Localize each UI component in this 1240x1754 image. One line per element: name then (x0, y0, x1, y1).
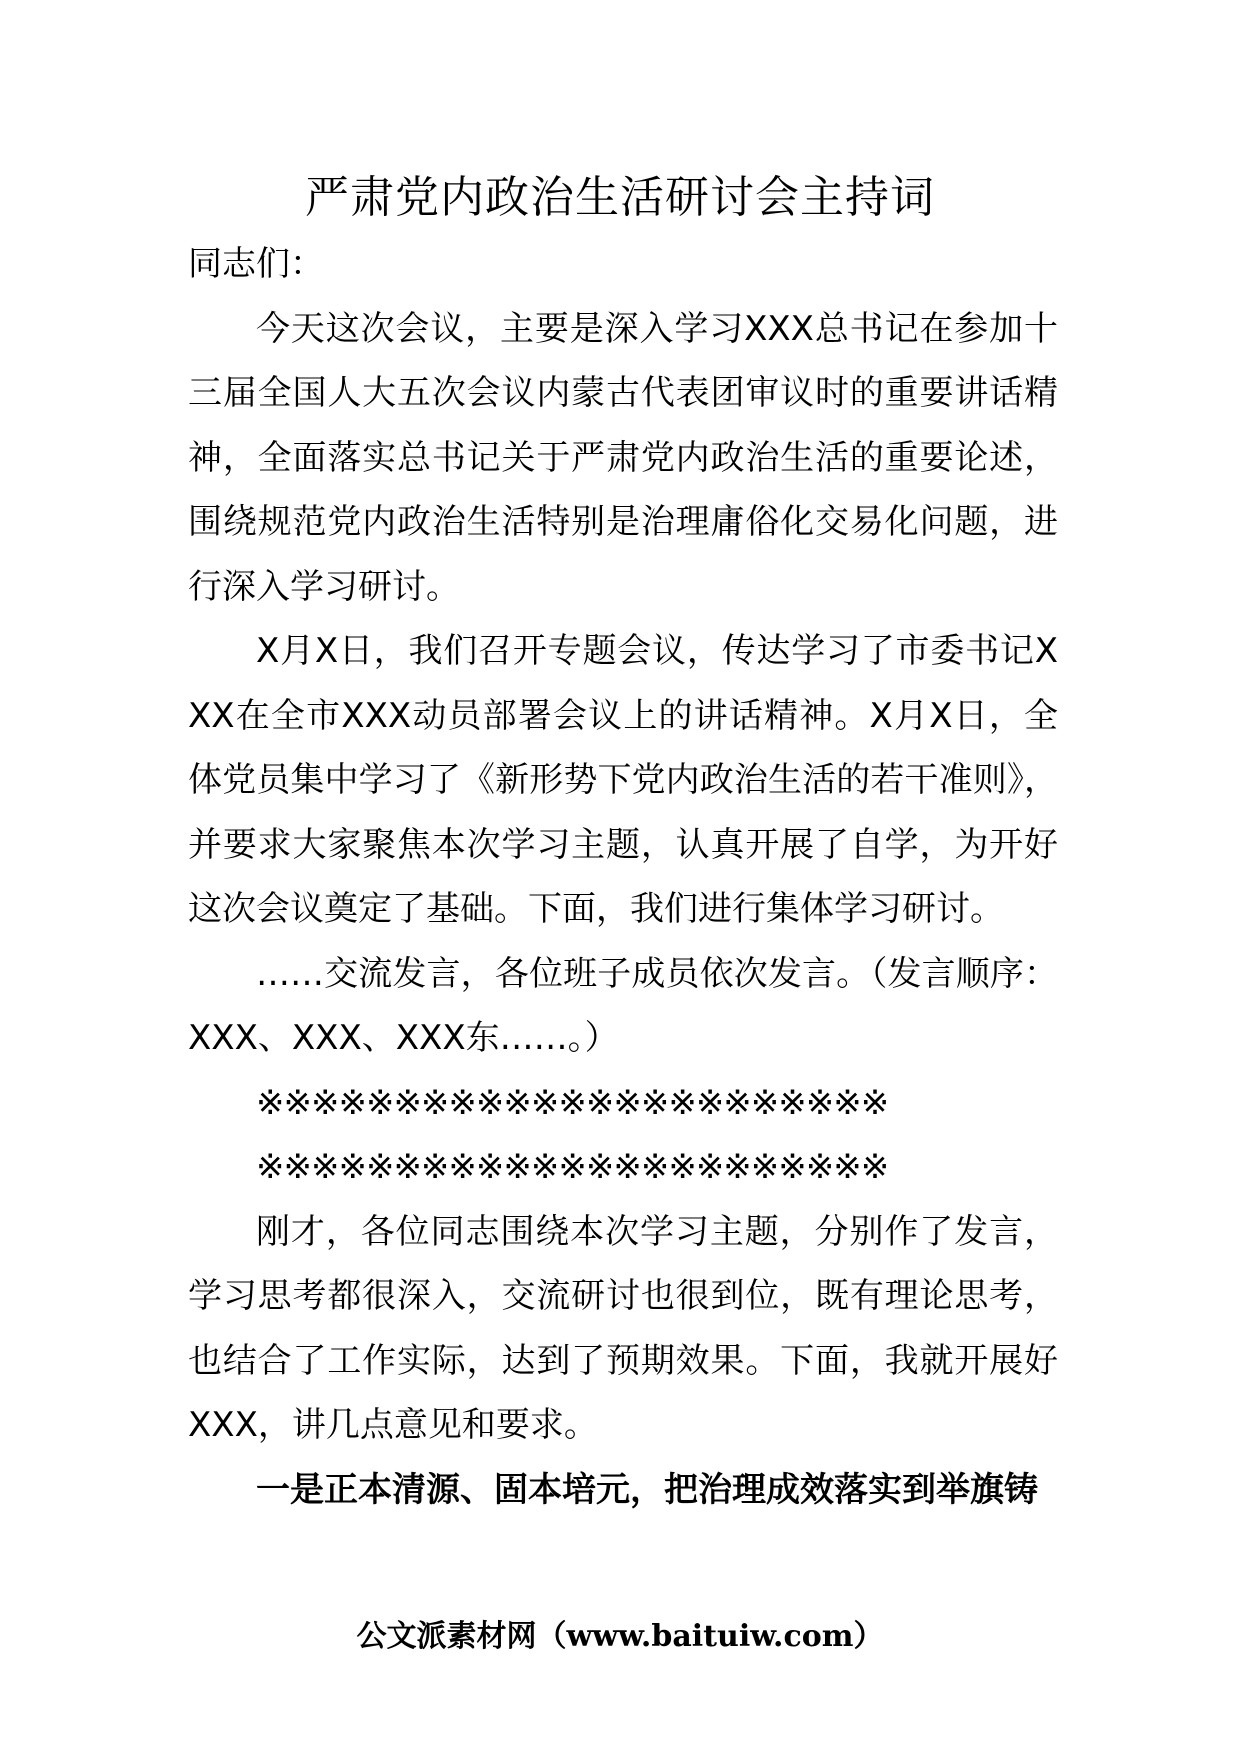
salutation: 同志们： (188, 244, 324, 284)
separator-line: ※※※※※※※※※※※※※※※※※※※※※※※ (256, 1082, 889, 1123)
paragraph-preparation: X月X日，我们召开专题会议，传达学习了市委书记XXX在全市XXX动员部署会议上的讲话精神。X月X日，全体党员集中学习了《新形势下党内政治生活的若干准则》，并要求大家聚焦本次学习主题，认真开展了自学，为开好这次会议奠定了基础。下面，我们进行集体学习研讨。 (188, 631, 1058, 929)
paragraph-point-one: 一是正本清源、固本培元，把治理成效落实到举旗铸 (256, 1469, 1038, 1510)
paragraph-meeting-purpose: 今天这次会议，主要是深入学习XXX总书记在参加十三届全国人大五次会议内蒙古代表团审议时的重要讲话精神，全面落实总书记关于严肃党内政治生活的重要论述，围绕规范党内政治生活特别是治理庸俗化交易化问题，进行深入学习研讨。 (188, 308, 1058, 607)
document-title: 严肃党内政治生活研讨会主持词 (305, 172, 935, 223)
paragraph-speaking-order: ……交流发言，各位班子成员依次发言。（发言顺序：XXX、XXX、XXX东……。） (188, 953, 1058, 1058)
separator-line: ※※※※※※※※※※※※※※※※※※※※※※※ (256, 1147, 889, 1187)
paragraph-summary: 刚才，各位同志围绕本次学习主题，分别作了发言，学习思考都很深入，交流研讨也很到位，既有理论思考，也结合了工作实际，达到了预期效果。下面，我就开展好XXX，讲几点意见和要求。 (188, 1211, 1058, 1445)
footer-watermark: 公文派素材网（www.baituiw.com） (356, 1619, 884, 1654)
document-body (188, 232, 1058, 1522)
